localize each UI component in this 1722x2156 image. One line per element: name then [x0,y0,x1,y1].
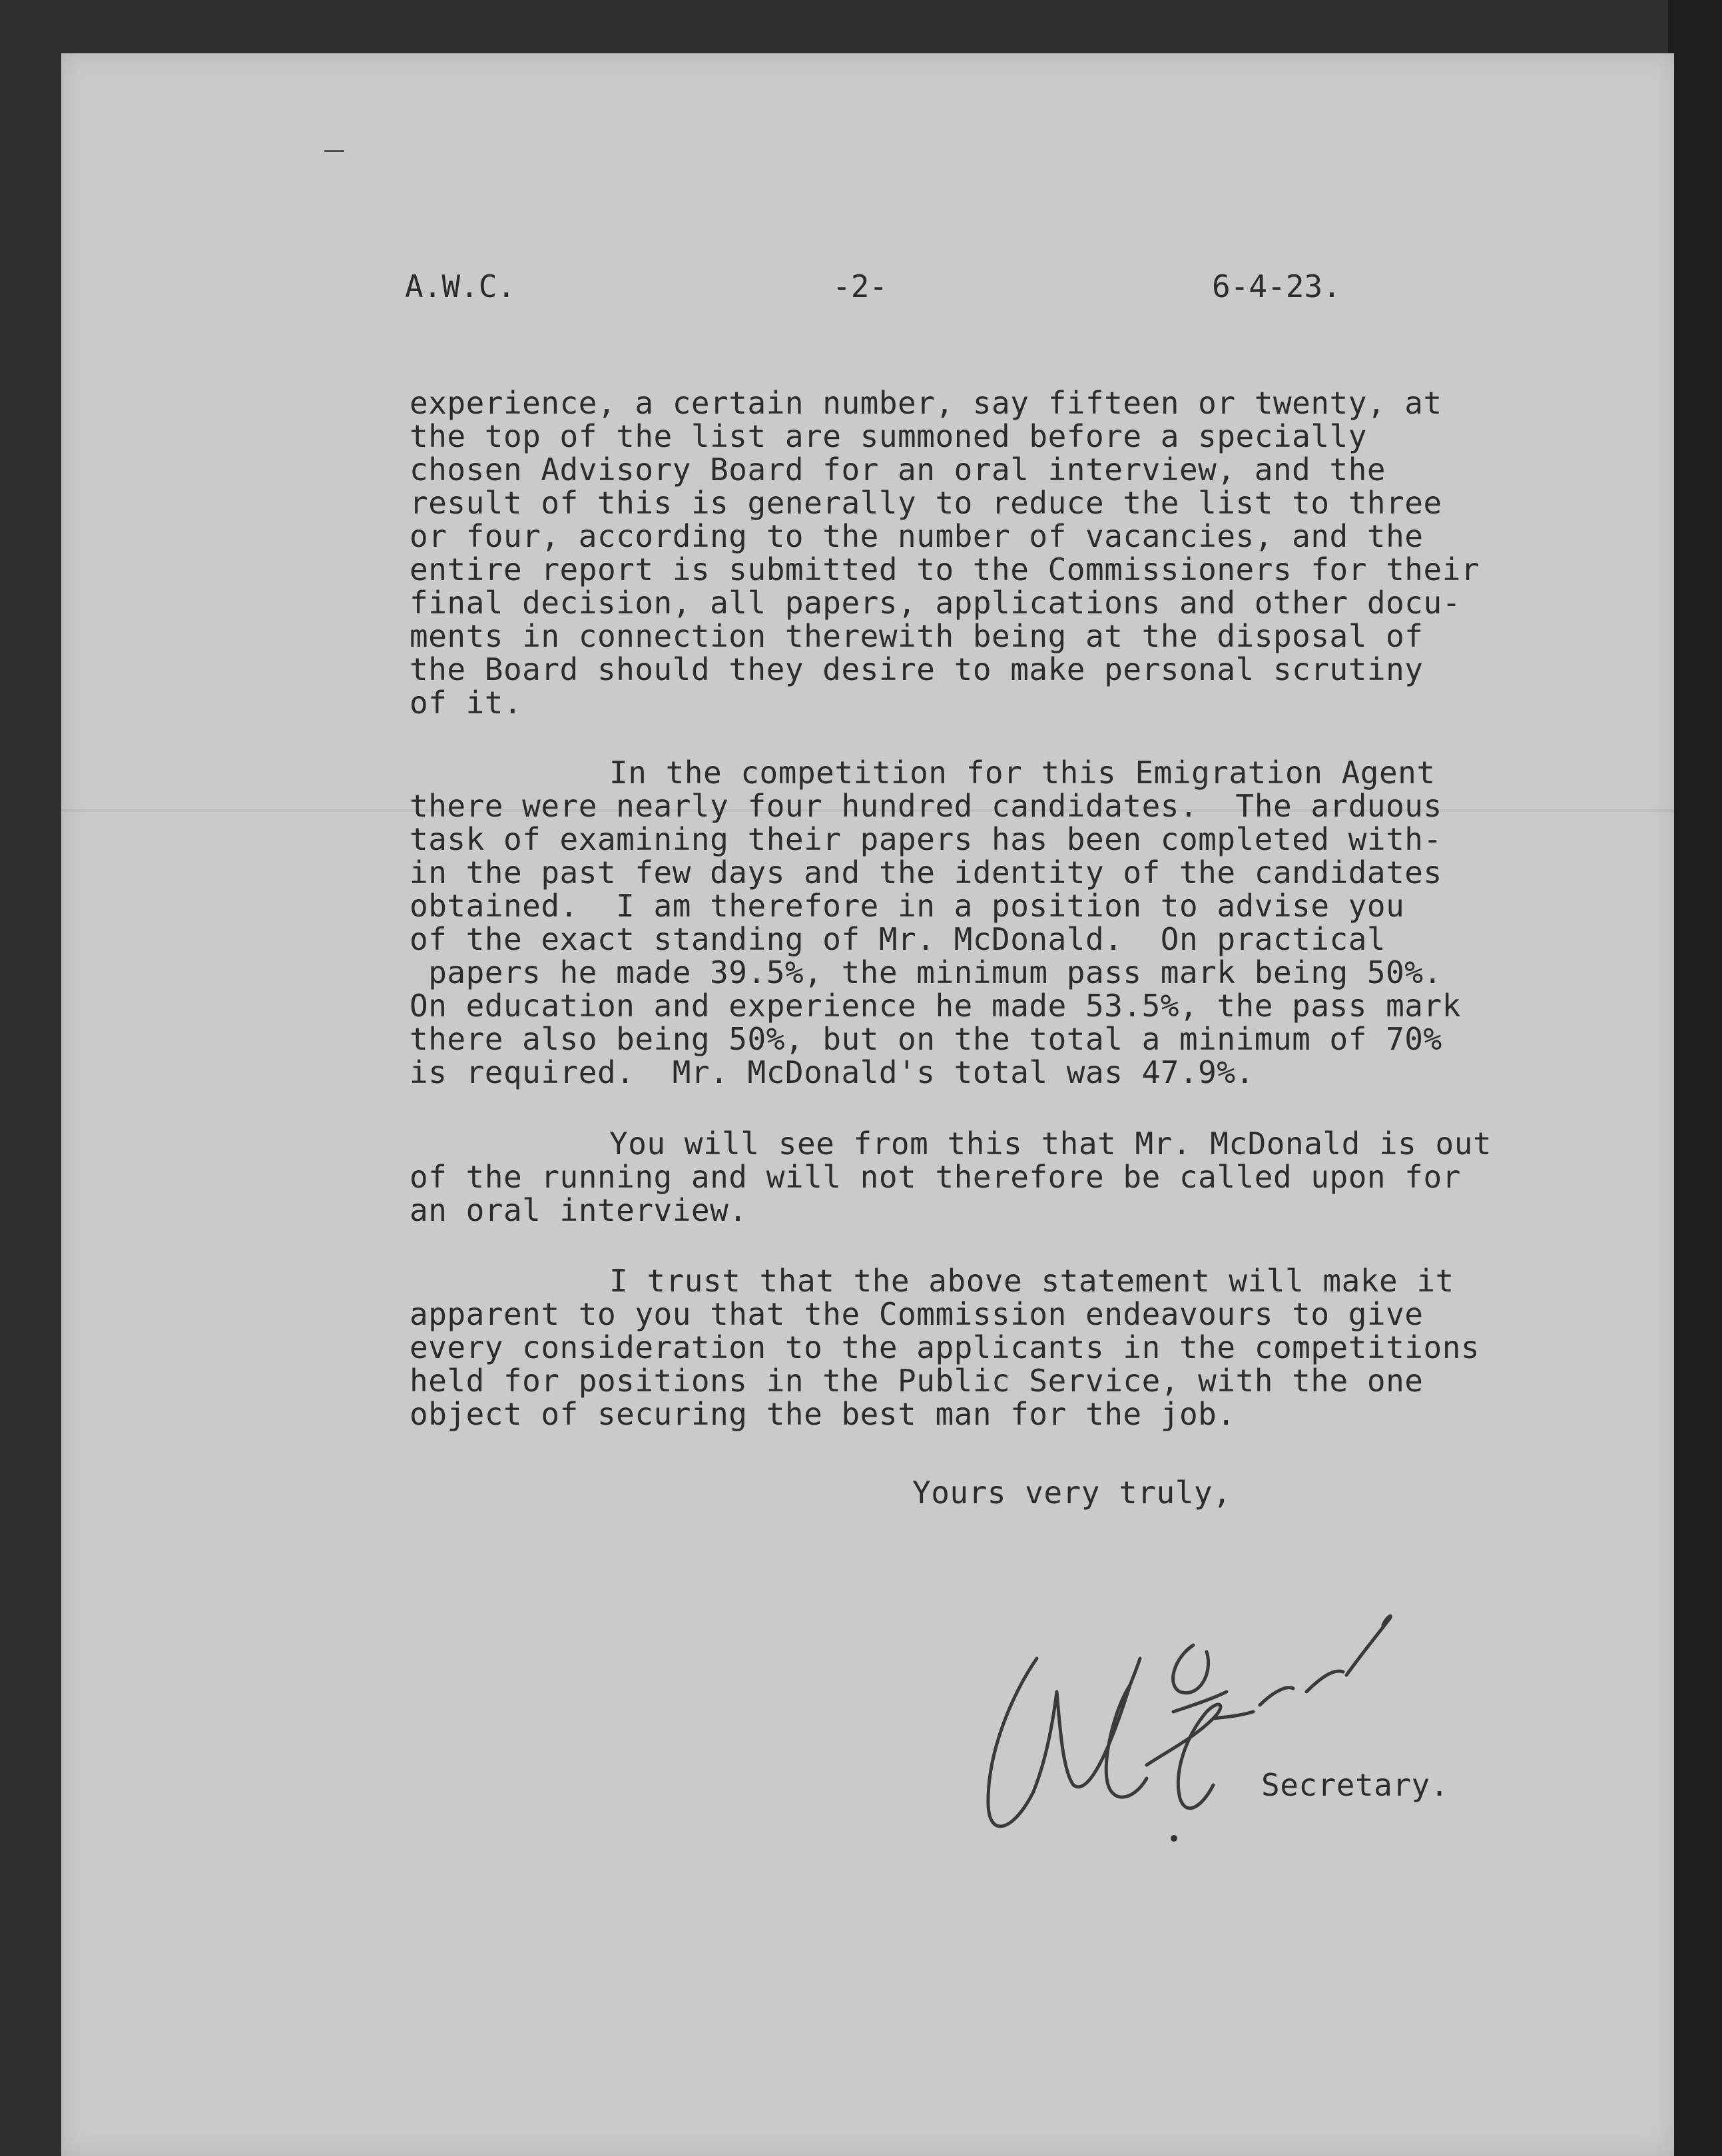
scan-background-strip [1668,0,1722,2156]
body-line: In the competition for this Emigration Agent [609,755,1436,791]
closing-line: Yours very truly, [912,1475,1232,1511]
body-line: chosen Advisory Board for an oral interview, and the [410,452,1386,488]
body-line: object of securing the best man for the job. [410,1396,1236,1432]
body-line: there also being 50%, but on the total a minimum of 70% [410,1021,1442,1057]
body-line: ments in connection therewith being at the disposal of [410,618,1424,654]
body-line: task of examining their papers has been completed with- [410,821,1442,857]
letter-page [61,53,1674,2156]
body-line: every consideration to the applicants in the competitions [410,1329,1480,1365]
body-line: of the exact standing of Mr. McDonald. On practical [410,921,1386,957]
body-line: or four, according to the number of vacancies, and the [410,518,1424,554]
body-line: experience, a certain number, say fifteen or twenty, at [410,385,1442,421]
body-line: On education and experience he made 53.5%, the pass mark [410,988,1461,1024]
body-line: I trust that the above statement will make it [609,1263,1454,1299]
body-line: You will see from this that Mr. McDonald is out [609,1126,1492,1162]
header-initials: A.W.C. [405,268,516,304]
body-line: an oral interview. [410,1192,748,1228]
letter-date: 6-4-23. [1212,268,1341,304]
body-line: in the past few days and the identity of the candidates [410,855,1442,891]
body-line: apparent to you that the Commission endeavours to give [410,1296,1424,1332]
body-line: is required. Mr. McDonald's total was 47.9%. [410,1054,1255,1090]
handwritten-signature [974,1605,1440,1872]
body-line: of it. [410,685,523,721]
body-line: final decision, all papers, applications and other docu- [410,585,1461,621]
signatory-title: Secretary. [1261,1767,1449,1803]
body-line: obtained. I am therefore in a position to advise you [410,888,1405,924]
stray-mark [324,150,344,152]
body-line: papers he made 39.5%, the minimum pass mark being 50%. [410,954,1442,990]
body-line: the Board should they desire to make personal scrutiny [410,651,1424,687]
ink-dot [1171,1835,1177,1842]
body-line: the top of the list are summoned before a specially [410,418,1367,454]
body-line: result of this is generally to reduce the list to three [410,485,1442,521]
body-line: of the running and will not therefore be called upon for [410,1159,1461,1195]
body-line: held for positions in the Public Service, with the one [410,1363,1424,1399]
page-number: -2- [832,268,888,304]
body-line: there were nearly four hundred candidates. The arduous [410,788,1442,824]
body-line: entire report is submitted to the Commissioners for their [410,551,1480,587]
